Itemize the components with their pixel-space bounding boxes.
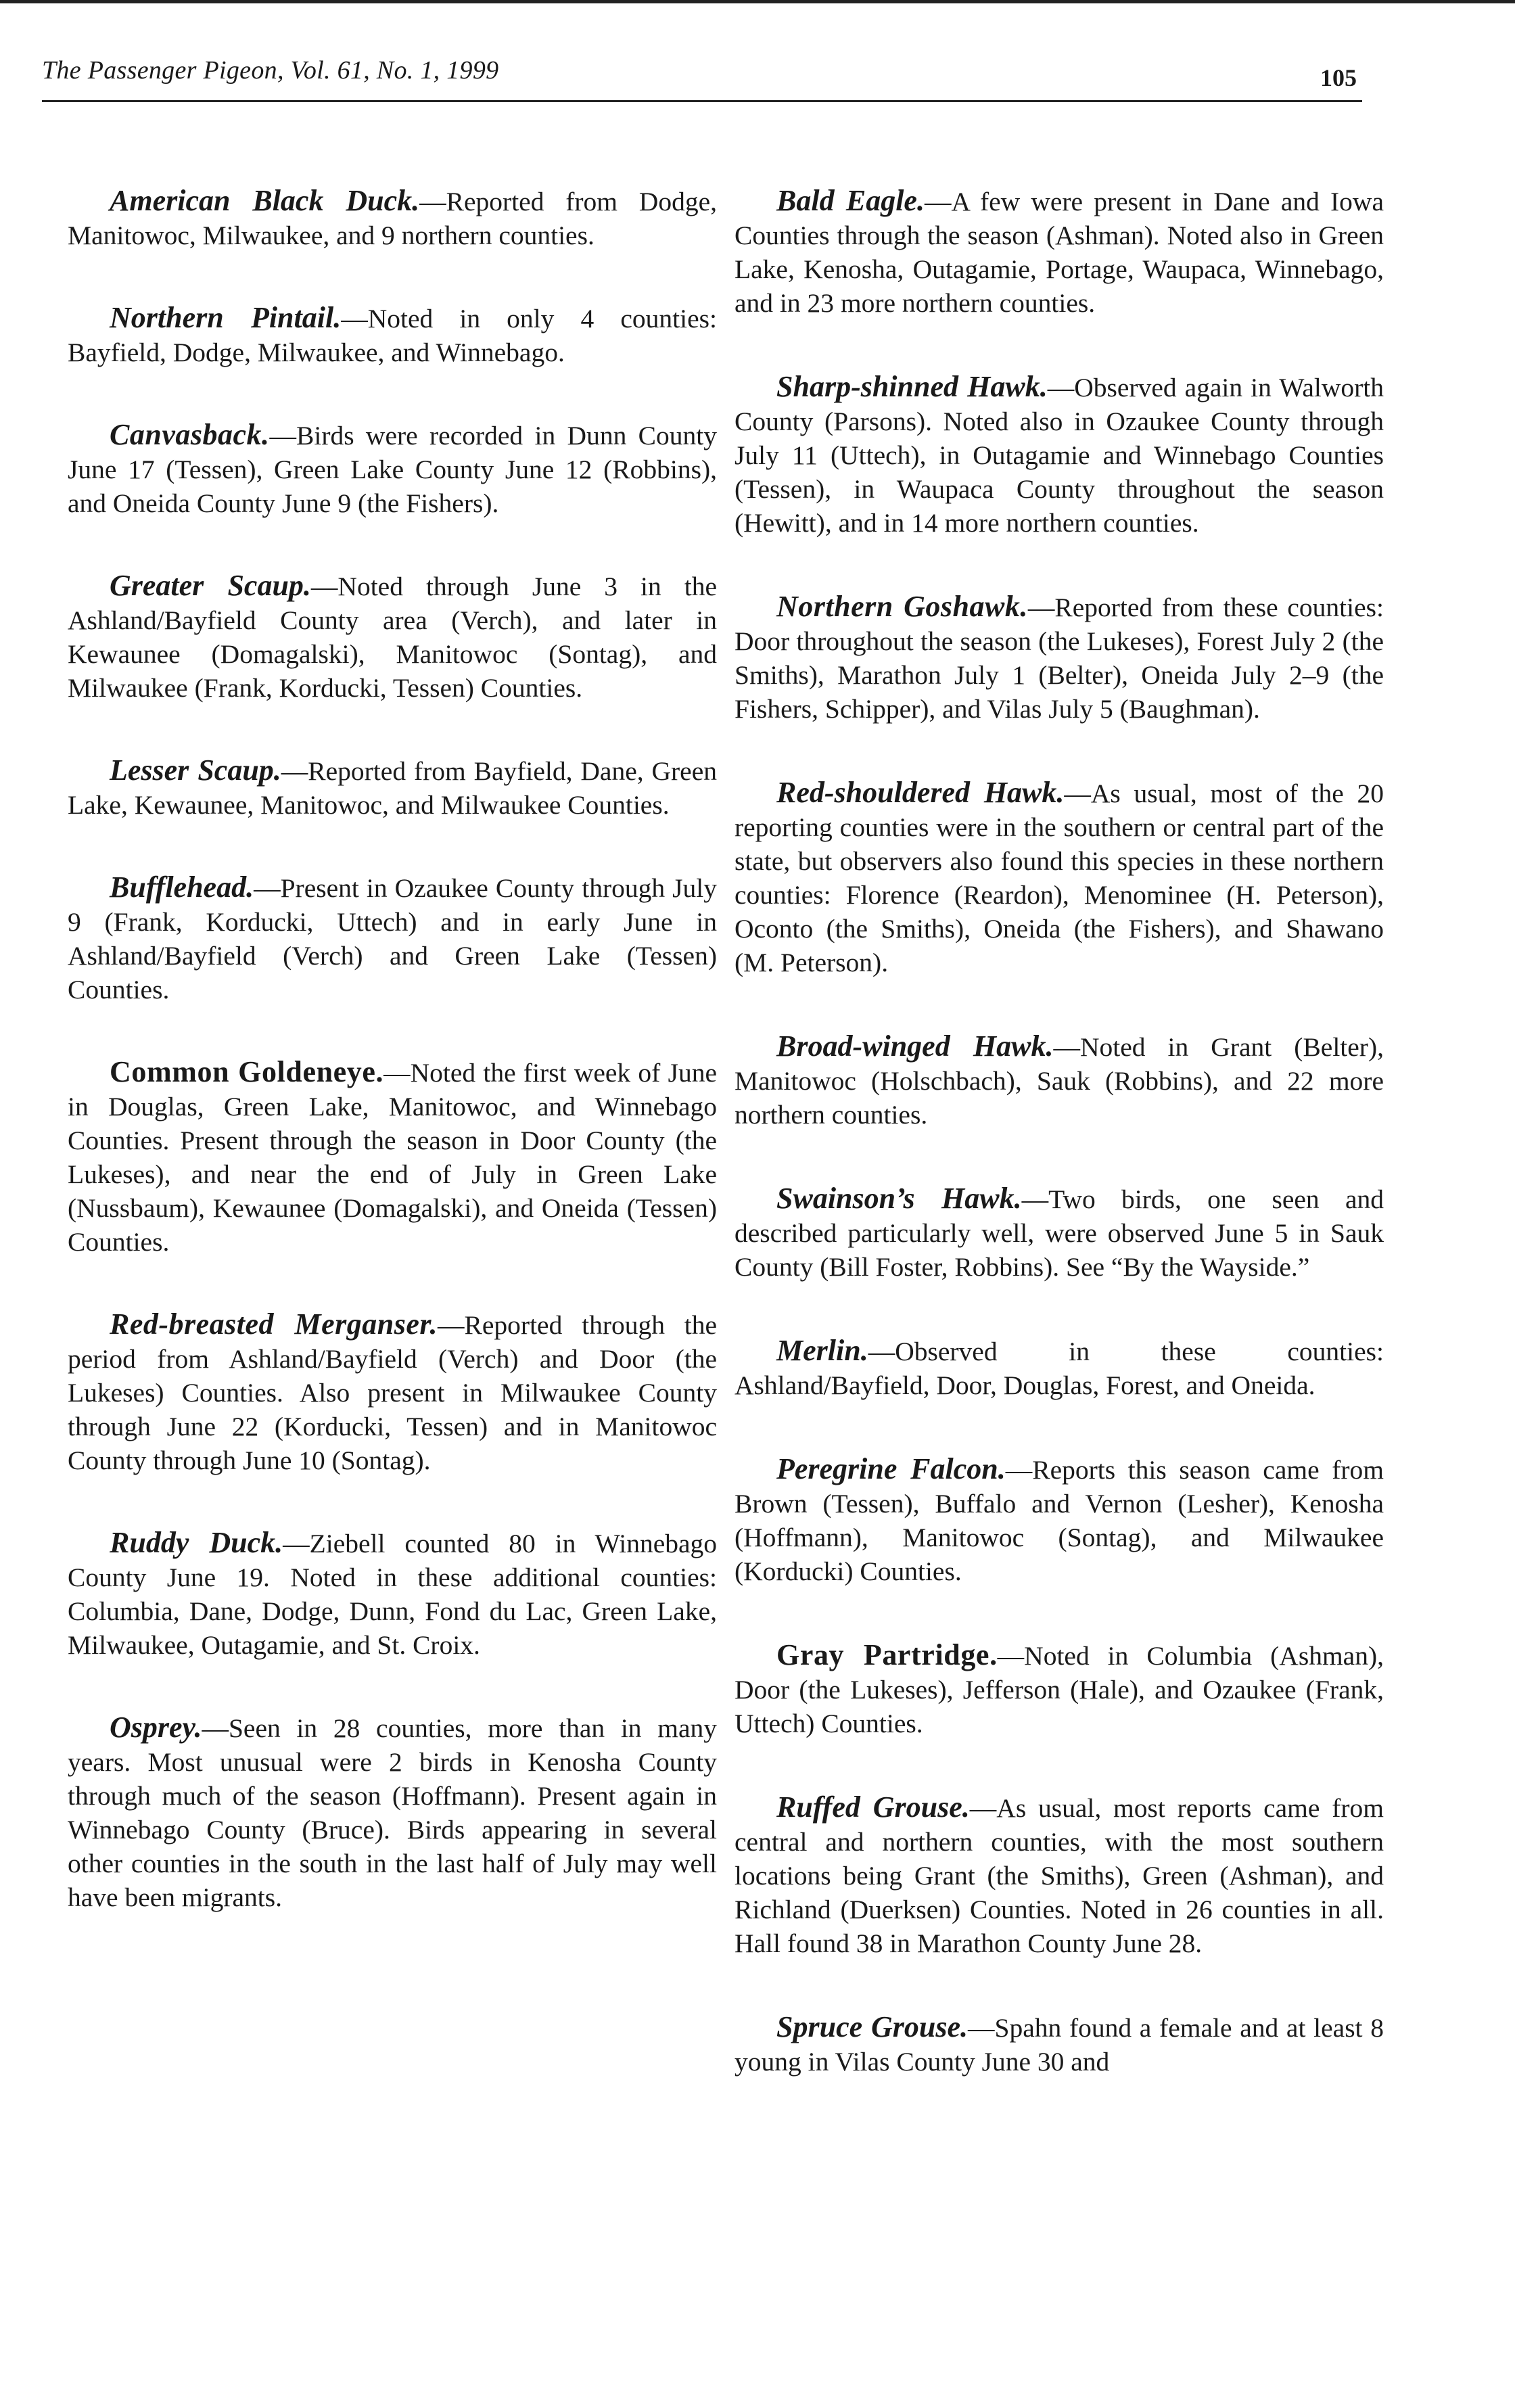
left-column xyxy=(68,184,717,1963)
page-number: 105 xyxy=(1320,64,1357,91)
species-name: Gray Partridge. xyxy=(776,1638,998,1671)
species-name: Bald Eagle. xyxy=(776,184,925,217)
species-name: Spruce Grouse. xyxy=(776,2010,968,2043)
species-entry-sharp-shinned-hawk xyxy=(735,370,1384,540)
species-name: Northern Goshawk. xyxy=(776,590,1028,623)
species-entry-spruce-grouse xyxy=(735,2010,1384,2079)
species-entry-broad-winged-hawk xyxy=(735,1029,1384,1132)
species-name: Osprey. xyxy=(110,1711,202,1744)
species-text: —Reports this season came from Brown (Tessen), Buffalo and Vernon (Lesher), Kenosha (Hoffmann), Manitowoc (Sontag), and Milwaukee (Korducki) Counties. xyxy=(735,1455,1384,1586)
species-entry-common-goldeneye xyxy=(68,1055,717,1259)
species-text: —Birds were recorded in Dunn County June 17 (Tessen), Green Lake County June 12 (Robbins), and Oneida County June 9 (the Fishers). xyxy=(68,421,717,518)
species-entry-northern-pintail xyxy=(68,301,717,369)
species-text: —Seen in 28 counties, more than in many years. Most unusual were 2 birds in Kenosha County through much of the season (Hoffmann). Present again in Winnebago County (Bruce). Birds appearing in several other counties in the south in the last half of July may well have been migrants. xyxy=(68,1713,717,1912)
species-name: Merlin. xyxy=(776,1334,868,1367)
species-entry-greater-scaup xyxy=(68,569,717,705)
species-text: —Reported from these counties: Door throughout the season (the Lukeses), Forest July 2 (the Smiths), Marathon July 1 (Belter), Oneida July 2–9 (the Fishers, Schipper), and Vilas July 5 (Baughman). xyxy=(735,593,1384,724)
species-text: —Noted in only 4 counties: Bayfield, Dodge, Milwaukee, and Winnebago. xyxy=(68,304,717,367)
species-text: —Spahn found a female and at least 8 young in Vilas County June 30 and xyxy=(735,2013,1384,2077)
species-entry-merlin xyxy=(735,1334,1384,1402)
species-name: Red-shouldered Hawk. xyxy=(776,776,1065,809)
species-entry-peregrine-falcon xyxy=(735,1452,1384,1588)
species-entry-red-breasted-merganser xyxy=(68,1307,717,1477)
species-entry-red-shouldered-hawk xyxy=(735,776,1384,979)
species-entry-canvasback xyxy=(68,418,717,520)
species-name: Red-breasted Merganser. xyxy=(110,1307,438,1341)
species-entry-osprey xyxy=(68,1711,717,1914)
species-entry-swainsons-hawk xyxy=(735,1182,1384,1284)
species-text: —A few were present in Dane and Iowa Counties through the season (Ashman). Noted also in Green Lake, Kenosha, Outagamie, Portage, Waupaca, Winnebago, and in 23 more northern counties. xyxy=(735,187,1384,318)
species-text: —As usual, most reports came from central and northern counties, with the most southern locations being Grant (the Smiths), Green (Ashman), and Richland (Duerksen) Counties. Noted in 26 counties in all. Hall found 38 in Marathon County June 28. xyxy=(735,1793,1384,1958)
species-name: Sharp-shinned Hawk. xyxy=(776,370,1048,403)
species-name: Swainson’s Hawk. xyxy=(776,1182,1022,1215)
species-entry-american-black-duck xyxy=(68,184,717,252)
species-text: —Reported through the period from Ashland/Bayfield (Verch) and Door (the Lukeses) Counties. Also present in Milwaukee County through June 22 (Korducki, Tessen) and in Manitowoc County through June 10 (Sontag). xyxy=(68,1310,717,1475)
species-entry-ruddy-duck xyxy=(68,1526,717,1662)
species-text: —Reported from Bayfield, Dane, Green Lake, Kewaunee, Manitowoc, and Milwaukee Counties. xyxy=(68,756,718,820)
species-text: —Reported from Dodge, Manitowoc, Milwaukee, and 9 northern counties. xyxy=(68,187,717,250)
species-name: Common Goldeneye. xyxy=(110,1055,384,1088)
species-text: —Two birds, one seen and described particularly well, were observed June 5 in Sauk County (Bill Foster, Robbins). See “By the Wayside.” xyxy=(735,1184,1384,1282)
species-text: —Present in Ozaukee County through July 9 (Frank, Korducki, Uttech) and in early June in Ashland/Bayfield (Verch) and Green Lake (Tessen) Counties. xyxy=(68,873,717,1004)
species-name: Northern Pintail. xyxy=(110,301,342,334)
species-name: Ruffed Grouse. xyxy=(776,1790,970,1824)
species-entry-northern-goshawk xyxy=(735,590,1384,726)
species-text: —Noted the first week of June in Douglas, Green Lake, Manitowoc, and Winnebago Counties. Present through the season in Door County (the Lukeses), and near the end of July in Green Lake (Nussbaum), Kewaunee (Domagalski), and Oneida (Tessen) Counties. xyxy=(68,1058,717,1257)
species-name: Canvasback. xyxy=(110,418,270,451)
species-name: Ruddy Duck. xyxy=(110,1526,283,1559)
species-entry-ruffed-grouse xyxy=(735,1790,1384,1960)
species-text: —Noted in Grant (Belter), Manitowoc (Holschbach), Sauk (Robbins), and 22 more northern counties. xyxy=(735,1032,1384,1130)
species-entry-lesser-scaup xyxy=(68,754,717,822)
species-text: —Noted through June 3 in the Ashland/Bayfield County area (Verch), and later in Kewaunee (Domagalski), Manitowoc (Sontag), and Milwaukee (Frank, Korducki, Tessen) Counties. xyxy=(68,572,718,703)
species-text: —Noted in Columbia (Ashman), Door (the Lukeses), Jefferson (Hale), and Ozaukee (Frank, Uttech) Counties. xyxy=(735,1641,1384,1738)
right-column xyxy=(735,184,1384,2129)
running-header xyxy=(42,51,1362,102)
species-name: American Black Duck. xyxy=(110,184,420,217)
species-text: —Observed in these counties: Ashland/Bayfield, Door, Douglas, Forest, and Oneida. xyxy=(735,1337,1384,1400)
species-text: —Observed again in Walworth County (Parsons). Noted also in Ozaukee County through July 11 (Uttech), in Outagamie and Winnebago Counties (Tessen), in Waupaca County throughout the season (Hewitt), and in 14 more northern counties. xyxy=(735,373,1384,538)
species-name: Greater Scaup. xyxy=(110,569,311,602)
top-border-rule xyxy=(0,0,1515,3)
journal-title: The Passenger Pigeon, Vol. 61, No. 1, 1999 xyxy=(42,56,499,85)
species-name: Peregrine Falcon. xyxy=(776,1452,1006,1485)
species-entry-bald-eagle xyxy=(735,184,1384,320)
species-text: —Ziebell counted 80 in Winnebago County June 19. Noted in these additional counties: Columbia, Dane, Dodge, Dunn, Fond du Lac, Green Lake, Milwaukee, Outagamie, and St. Croix. xyxy=(68,1529,718,1660)
species-entry-bufflehead xyxy=(68,871,717,1006)
species-name: Broad-winged Hawk. xyxy=(776,1029,1054,1063)
species-name: Bufflehead. xyxy=(110,871,254,904)
species-entry-gray-partridge xyxy=(735,1638,1384,1740)
species-text: —As usual, most of the 20 reporting counties were in the southern or central part of the state, but observers also found this species in these northern counties: Florence (Reardon), Menominee (H. Peterson), Oconto (the Smiths), Oneida (the Fishers), and Shawano (M. Peterson). xyxy=(735,779,1384,977)
species-name: Lesser Scaup. xyxy=(110,754,281,787)
